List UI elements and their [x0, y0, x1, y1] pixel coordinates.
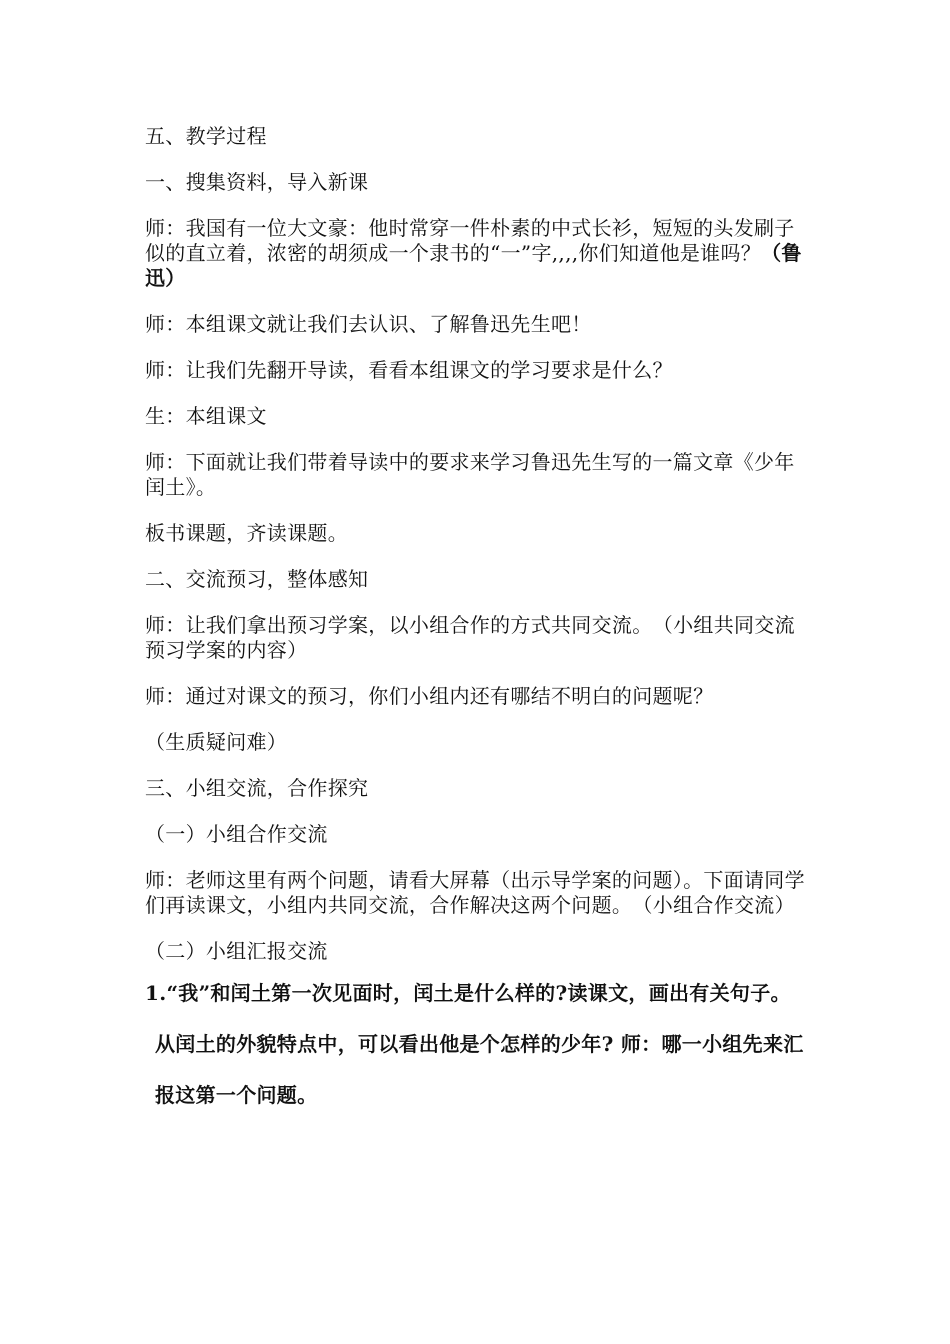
teacher-line-learn-article: 师：下面就让我们带着导读中的要求来学习鲁迅先生写的一篇文章《少年闰土》。: [145, 450, 795, 499]
teacher-line-know-luxun: 师：本组课文就让我们去认识、了解鲁迅先生吧！: [145, 312, 592, 336]
step-heading-collect-materials: 一、搜集资料，导入新课: [145, 170, 369, 194]
subheading-group-report: （二）小组汇报交流: [145, 939, 328, 963]
answer-bold: （鲁迅）: [145, 241, 802, 290]
student-line: 生：本组课文: [145, 404, 267, 428]
teacher-line-preview-sheet: 师：让我们拿出预习学案，以小组合作的方式共同交流。 （小组共同交流预习学案的内容）: [145, 613, 795, 662]
question-2: 从闰土的外貌特点中，可以看出他是个怎样的少年? 师：哪一小组先来汇报这第一个问题。: [155, 1032, 804, 1107]
subheading-group-cooperation: （一）小组合作交流: [145, 822, 328, 846]
step-heading-preview-exchange: 二、交流预习，整体感知: [145, 567, 369, 591]
teacher-line-questions: 师：通过对课文的预习，你们小组内还有哪结不明白的问题呢？: [145, 684, 714, 708]
student-questions-note: （生质疑问难）: [145, 730, 288, 754]
question-1: 1.“我”和闰土第一次见面时，闰土是什么样的?读课文，画出有关句子。: [145, 981, 791, 1005]
board-title-line: 板书课题，齐读课题。: [145, 521, 348, 545]
section-heading-teaching-process: 五、教学过程: [145, 124, 267, 148]
step-heading-group-exchange: 三、小组交流，合作探究: [145, 776, 369, 800]
teacher-intro-paragraph: [145, 216, 810, 291]
document-page: [145, 124, 810, 1121]
teacher-line-open-guide: 师：让我们先翻开导读，看看本组课文的学习要求是什么？: [145, 358, 673, 382]
teacher-intro-text: 师：我国有一位大文豪：他时常穿一件朴素的中式长衫，短短的头发刷子似的直立着，浓密的胡须成一个隶书的“一”字,,,,你们知道他是谁吗？: [145, 216, 795, 265]
teacher-line-two-questions: 师：老师这里有两个问题，请看大屏幕（出示导学案的问题）。下面请同学们再读课文，小组内共同交流，合作解决这两个问题。 （小组合作交流）: [145, 868, 805, 917]
